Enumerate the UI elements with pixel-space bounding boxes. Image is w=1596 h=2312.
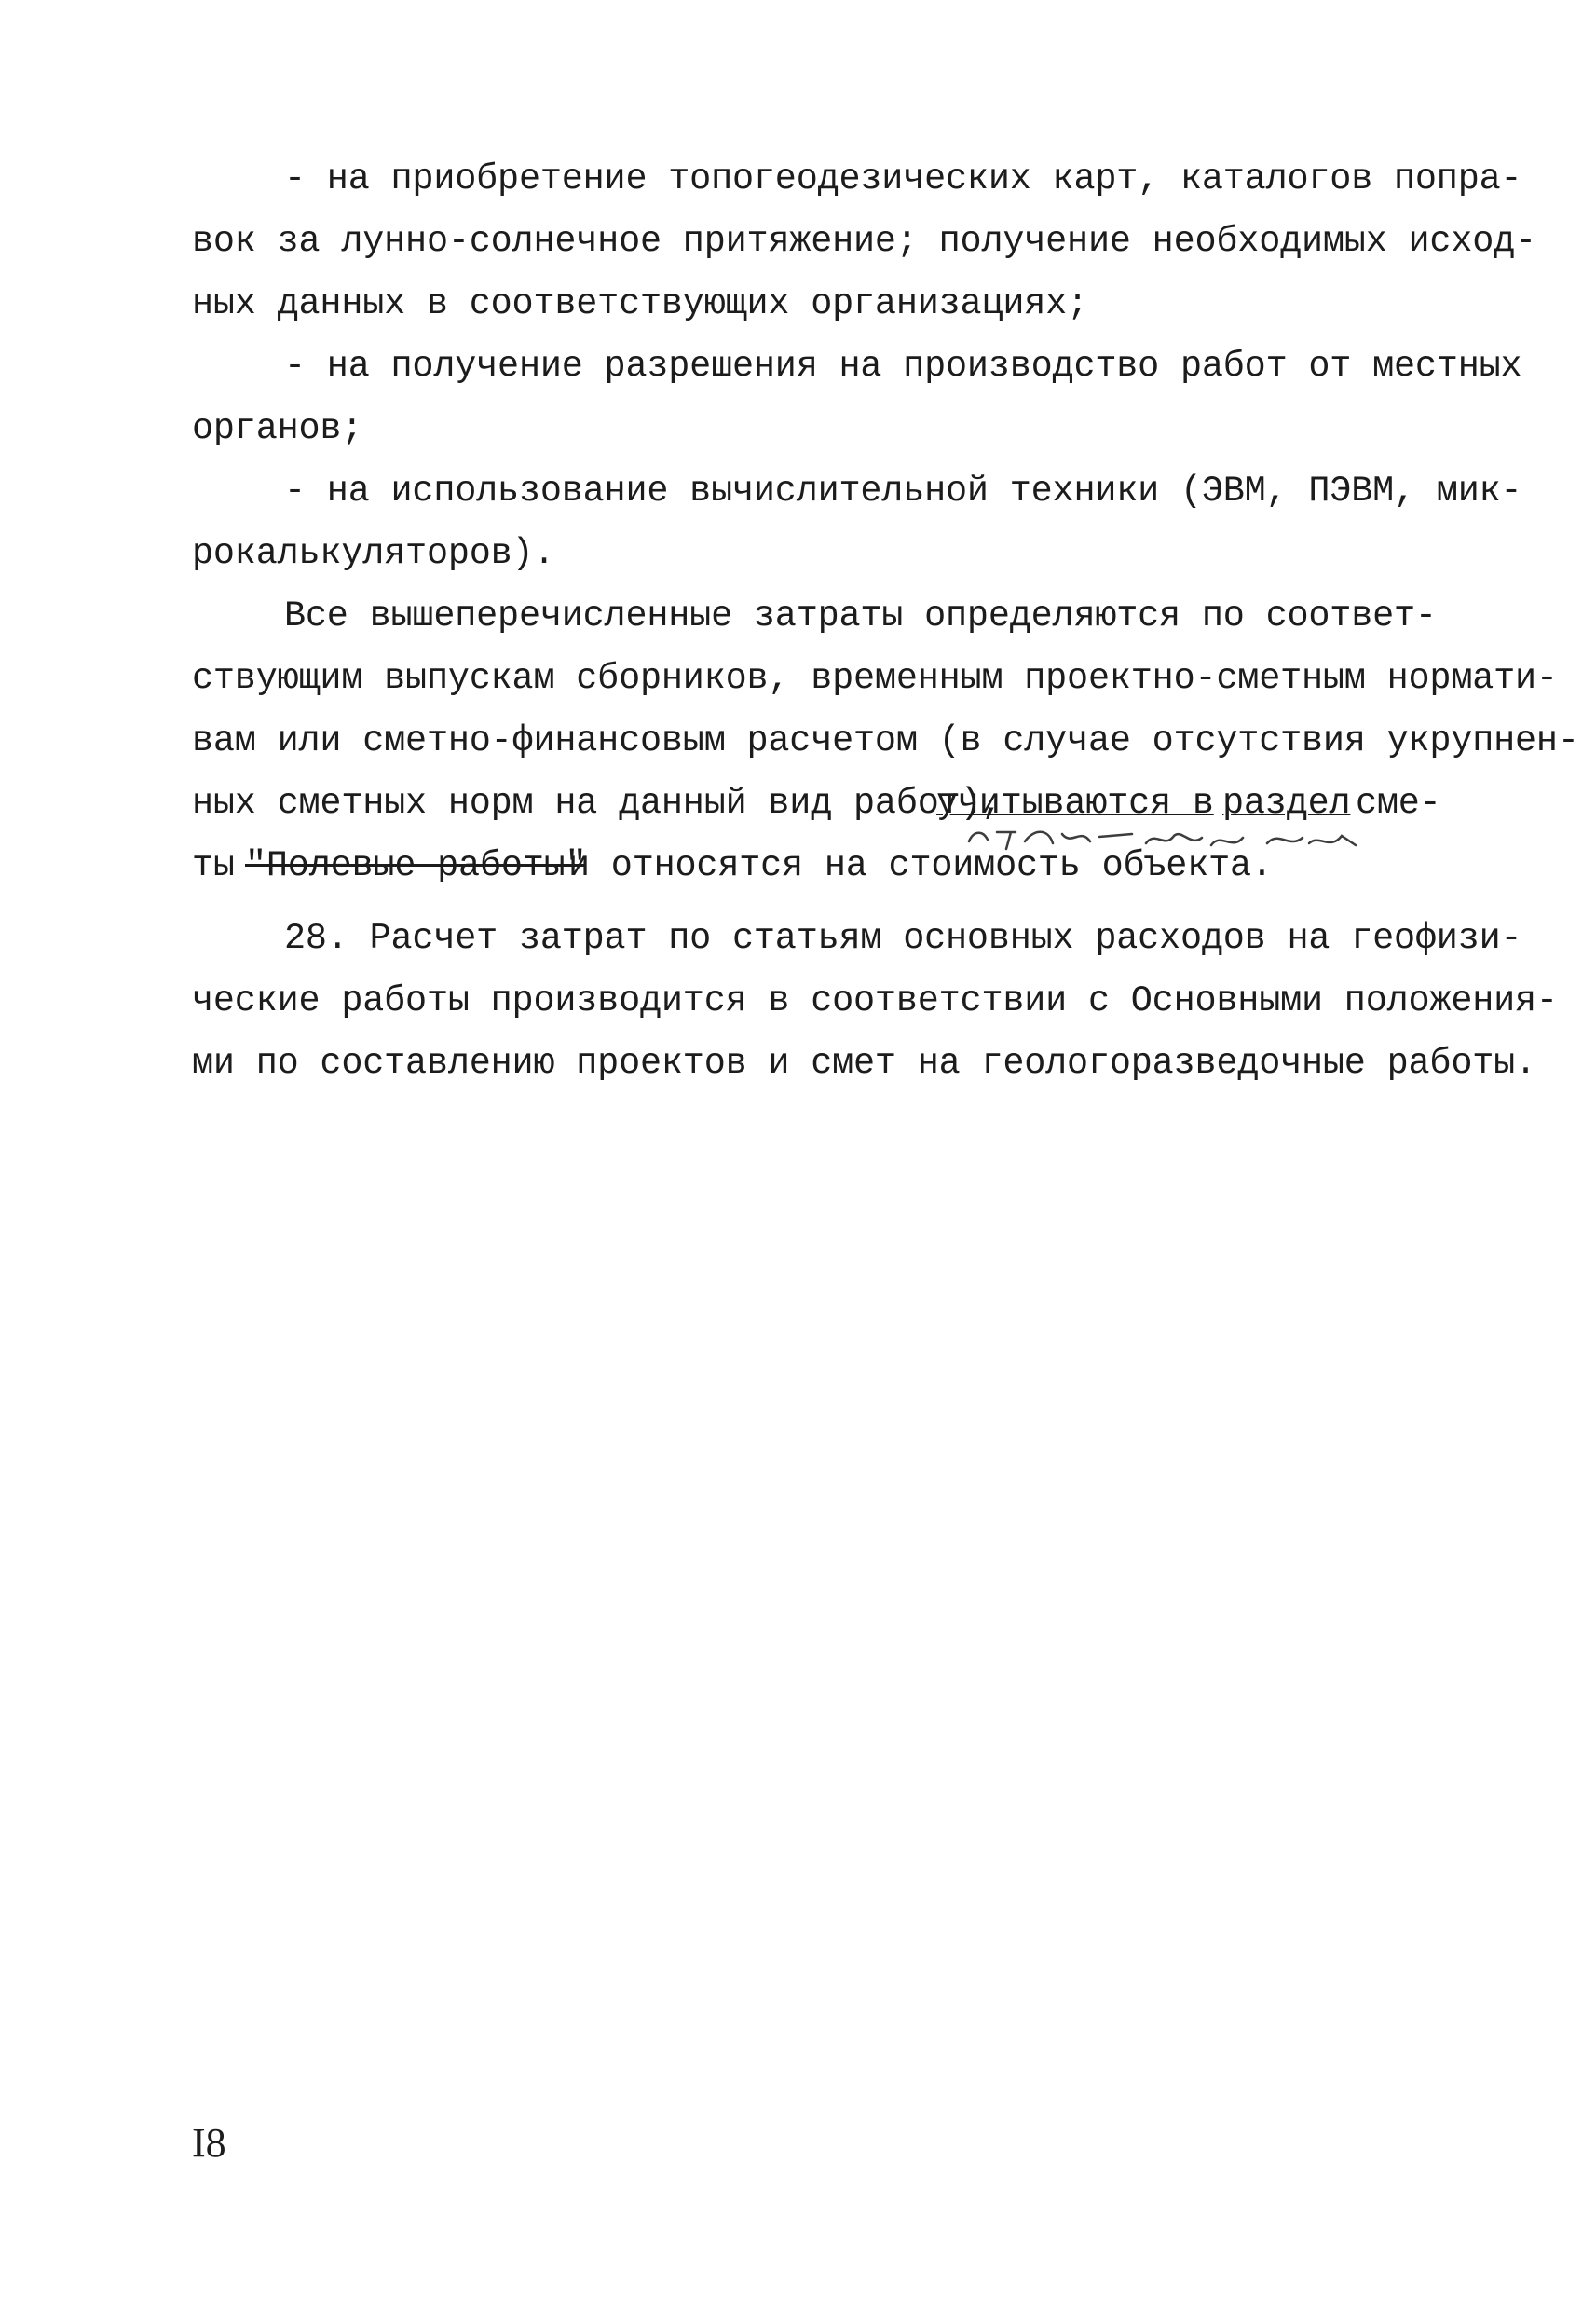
text-line [0, 463, 1596, 519]
text-fragment: ных данных в соответствующих организациях; [192, 283, 1088, 324]
text-fragment: - на приобретение топогеодезических карт, каталогов попра- [284, 158, 1522, 199]
text-line [0, 838, 1596, 894]
text-fragment: ческие работы производится в соответствии с Основными положения- [192, 980, 1558, 1021]
underlined-text: раздел [1222, 783, 1351, 824]
text-line [0, 588, 1596, 644]
text-fragment: ствующим выпускам сборников, временным проектно-сметным нормати- [192, 658, 1558, 699]
text-fragment: и относятся на стоимость объекта. [568, 845, 1273, 886]
struck-text: "Полевые работы" [245, 845, 587, 886]
text-line [0, 213, 1596, 269]
text-line [0, 1035, 1596, 1091]
text-fragment: - на использование вычислительной техники (ЭВМ, ПЭВМ, мик- [284, 471, 1522, 512]
page-number: I8 [192, 2120, 226, 2166]
text-line [0, 526, 1596, 581]
text-line [0, 910, 1596, 966]
text-fragment: сме- [1356, 783, 1441, 824]
text-line [0, 401, 1596, 457]
text-fragment: ных сметных норм на данный вид работ), [192, 783, 1003, 824]
text-fragment: ты [192, 845, 235, 886]
text-line [0, 650, 1596, 706]
text-line [0, 713, 1596, 769]
text-line [0, 151, 1596, 207]
text-fragment: - на получение разрешения на производство работ от местных [284, 346, 1522, 387]
text-fragment: вок за лунно-солнечное притяжение; получение необходимых исход- [192, 221, 1536, 262]
text-fragment: ми по составлению проектов и смет на геологоразведочные работы. [192, 1043, 1536, 1084]
underlined-text: учитываются в [936, 783, 1214, 824]
text-fragment: 28. Расчет затрат по статьям основных расходов на геофизи- [284, 918, 1522, 959]
text-fragment: Все вышеперечисленные затраты определяются по соответ- [284, 595, 1437, 636]
text-fragment: вам или сметно-финансовым расчетом (в случае отсутствия укрупнен- [192, 720, 1579, 761]
text-line [0, 276, 1596, 332]
text-fragment: органов; [192, 408, 363, 449]
text-fragment: рокалькуляторов). [192, 533, 555, 574]
text-line [0, 338, 1596, 394]
text-line [0, 973, 1596, 1029]
